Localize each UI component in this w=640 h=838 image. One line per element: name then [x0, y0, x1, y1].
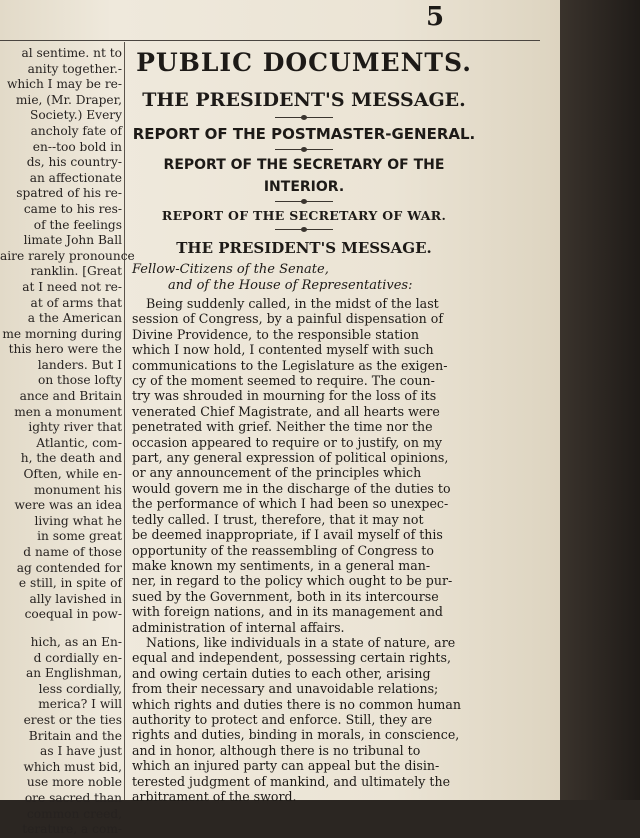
left-column-line: an affectionate	[29, 170, 122, 185]
article-line: penetrated with grief. Neither the time nor the	[132, 419, 433, 435]
article-line: part, any general expression of political opinions,	[132, 450, 449, 466]
left-column-line: coequal in pow-	[24, 607, 122, 622]
left-column-line: hich, as an En-	[30, 634, 122, 649]
left-column-line: merica? I will	[38, 697, 122, 712]
article-line: equal and independent, possessing certain rights,	[132, 650, 451, 666]
background-edge	[560, 0, 640, 800]
article-line: from their necessary and unavoidable relations;	[132, 681, 439, 697]
divider-ornament	[275, 149, 333, 150]
article-line: authority to protect and enforce. Still, they are	[132, 711, 433, 727]
article-title: THE PRESIDENT'S MESSAGE.	[176, 239, 432, 257]
article-line: and in honor, although there is no tribunal to	[132, 742, 421, 758]
left-column-text	[0, 46, 135, 838]
left-column-line: anity together.-	[27, 61, 122, 76]
divider-ornament	[275, 117, 333, 118]
left-column-line: Atlantic, com-	[36, 435, 122, 450]
article-line: communications to the Legislature as the exigen-	[132, 357, 448, 373]
left-column-line: limate John Ball	[23, 233, 122, 248]
left-column-line: at I need not re-	[22, 279, 122, 294]
left-column-line: were was an idea	[14, 498, 122, 513]
left-column-line: this hero were the	[8, 342, 122, 357]
left-column-line: d name of those	[23, 545, 122, 559]
subheading-war-report: REPORT OF THE SECRETARY OF WAR.	[161, 208, 447, 223]
left-column-line: in some great	[37, 529, 122, 544]
article-line: tedly called. I trust, therefore, that it may not	[132, 511, 424, 527]
article-line: or any announcement of the principles which	[132, 465, 422, 481]
left-column-line: Often, while en-	[23, 467, 122, 482]
subheading-postmaster-report: REPORT OF THE POSTMASTER-GENERAL.	[132, 125, 476, 143]
article-line: which I now hold, I contented myself with such	[132, 342, 434, 358]
salutation-line-2: and of the House of Representatives:	[168, 278, 413, 293]
section-heading: PUBLIC DOCUMENTS.	[136, 48, 472, 77]
article-line: with foreign nations, and in its management and	[132, 604, 443, 620]
article-line: opportunity of the reassembling of Congress to	[132, 542, 434, 558]
left-column-line: e still, in spite of	[18, 576, 122, 591]
left-column-line: me morning during	[2, 326, 122, 341]
article-line: venerated Chief Magistrate, and all hearts were	[132, 403, 440, 419]
article-line: try was shrouded in mourning for the loss of its	[132, 388, 437, 404]
left-column-line: erest or the ties	[23, 712, 122, 727]
left-column-line: ally lavished in	[29, 591, 122, 606]
article-line: rights and duties, binding in morals, in conscience,	[132, 727, 460, 743]
left-column-line: ance and Britain	[19, 389, 122, 404]
left-column-line: ds, his country-	[26, 155, 122, 170]
left-column-line: living what he	[34, 513, 122, 528]
left-column-line: less cordially,	[38, 681, 122, 696]
left-column-line: ighty river that	[28, 420, 122, 435]
article-line: which rights and duties there is no common human	[132, 696, 461, 712]
left-column-line: h, the death and	[20, 451, 122, 466]
left-column-line: of the feelings	[33, 217, 122, 232]
article-line: Nations, like individuals in a state of nature, are	[146, 634, 456, 650]
subheading-interior-report: REPORT OF THE SECRETARY OF THE INTERIOR.	[163, 157, 445, 195]
left-column-line: ore sacred than	[24, 790, 122, 805]
article-line: make known my sentiments, in a general man-	[132, 557, 431, 573]
left-column-line: which must bid,	[23, 759, 122, 774]
article-line: cy of the moment seemed to require. The coun-	[132, 373, 435, 389]
divider-ornament	[275, 201, 333, 202]
left-column-line: aire rarely pronounce	[0, 248, 135, 263]
top-rule	[0, 40, 540, 41]
left-column-line: terature, a com-	[22, 822, 122, 837]
article-line: arbitrament of the sword.	[132, 789, 297, 804]
article-line: ner, in regard to the policy which ought to be pur-	[132, 573, 453, 589]
article-line: be deemed inappropriate, if I avail myself of this	[132, 527, 443, 543]
left-column-line: an Englishman,	[26, 666, 122, 681]
page-number: 5	[426, 2, 445, 32]
left-column-line: mie, (Mr. Draper,	[15, 92, 122, 107]
article-line: occasion appeared to require or to justify, on my	[132, 434, 442, 450]
right-column	[132, 46, 476, 804]
left-column-line: at of arms that	[30, 295, 122, 310]
left-column-line: men a monument	[14, 404, 122, 419]
article-line: session of Congress, by a painful dispensation of	[132, 311, 443, 327]
left-column-line: monument his	[34, 482, 122, 497]
article-line: Being suddenly called, in the midst of the last	[146, 296, 439, 311]
column-divider	[124, 42, 125, 800]
left-column-line	[0, 623, 122, 635]
article-line: administration of internal affairs.	[132, 619, 345, 635]
salutation-line-1: Fellow-Citizens of the Senate,	[132, 262, 329, 277]
left-column-line: a the American	[27, 311, 122, 326]
left-column-line: came to his res-	[23, 201, 122, 216]
left-column-line: Britain and the	[28, 728, 122, 743]
salutation	[132, 262, 476, 294]
article-line: would govern me in the discharge of the duties to	[132, 480, 451, 496]
article-line: which an injured party can appeal but the disin-	[132, 758, 440, 774]
left-column-line: ag contended for	[16, 560, 122, 575]
article-line: Divine Providence, to the responsible station	[132, 326, 420, 342]
article-line: and owing certain duties to each other, arising	[132, 665, 431, 681]
left-column-line: spatred of his re-	[16, 186, 122, 201]
article-body	[132, 296, 476, 804]
divider-ornament	[275, 229, 333, 230]
article-line: sued by the Government, both in its intercourse	[132, 588, 439, 604]
article-line: terested judgment of mankind, and ultimately the	[132, 773, 451, 789]
left-column-line: en--too bold in	[32, 139, 122, 154]
left-column-line: common creed,	[26, 806, 122, 821]
left-column-line: on those lofty	[37, 373, 122, 388]
left-column-line: which I may be re-	[6, 77, 122, 92]
left-column-line: d cordially en-	[33, 650, 122, 665]
left-column-line: ranklin. [Great	[30, 264, 122, 279]
left-column-line: Society.) Every	[30, 108, 122, 123]
subheading-presidents-message: THE PRESIDENT'S MESSAGE.	[142, 89, 466, 111]
left-column-line: as I have just	[40, 744, 122, 759]
left-column-line: use more noble	[26, 775, 122, 790]
left-column-line: landers. But I	[37, 357, 122, 372]
left-column-line: ancholy fate of	[30, 123, 122, 138]
article-line: the performance of which I had been so unexpec-	[132, 496, 449, 512]
left-column-line: al sentime. nt to	[21, 46, 122, 60]
